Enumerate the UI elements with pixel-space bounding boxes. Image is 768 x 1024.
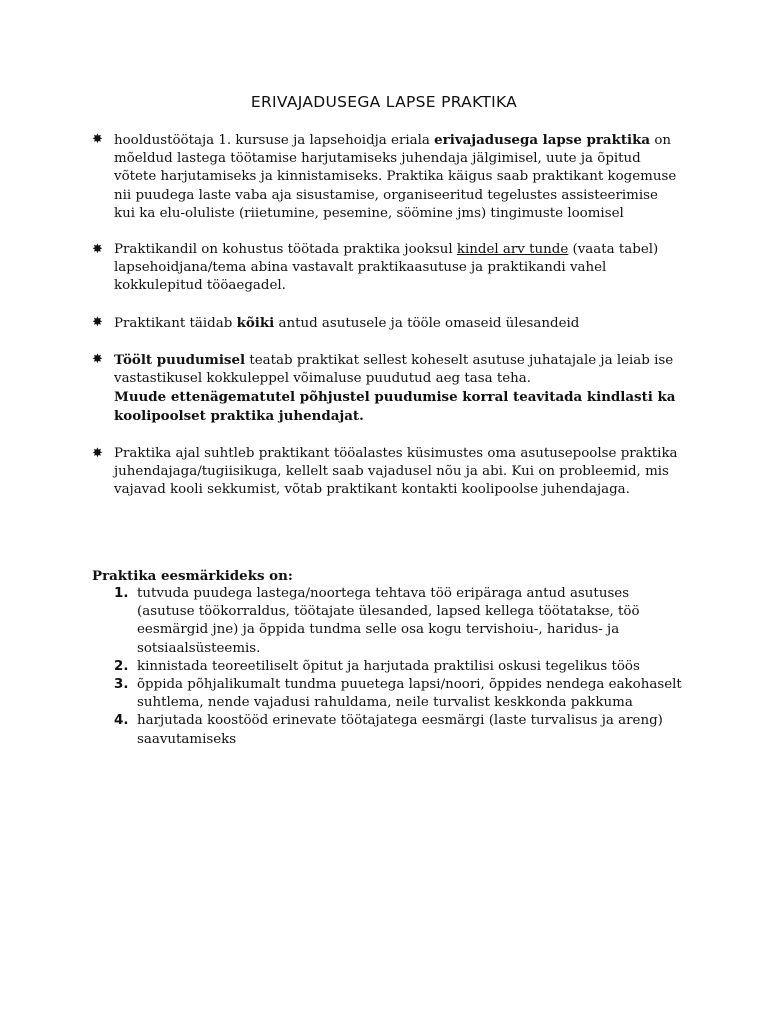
bold-run: erivajadusega lapse praktika (434, 132, 651, 148)
underlined-run: kindel arv tunde (456, 242, 569, 258)
goals-heading: Praktika eesmärkideks on: (92, 568, 293, 584)
bullet-text (114, 351, 682, 427)
bullet-star-icon: ✸ (92, 242, 103, 258)
goal-text: harjutada koostööd erinevate töötajatega eesmärgi (laste turvalisus ja areng) saavutamiseks (137, 713, 663, 747)
bold-run: kõiki (236, 314, 275, 331)
goal-text: tutvuda puudega lastega/noortega tehtava töö eripäraga antud asutuses (asutuse töökorraldus, töötajate ülesanded, lapsed kellega töötatakse, töö eesmärgid jne) ja õppida tundma selle osa kogu tervishoiu-, haridus- ja sotsiaalsüsteemis. (137, 586, 640, 656)
bullet-item (92, 314, 682, 333)
text-run: teatab praktikat sellest koheselt asutuse juhatajale ja leiab ise vastastikusel kokkuleppel võimaluse puudutud aeg tasa teha. (114, 352, 674, 387)
bullet-text (114, 241, 682, 296)
goal-number: 2. (114, 658, 129, 674)
bullet-text (114, 314, 682, 333)
goal-item (92, 658, 682, 676)
bullet-item (92, 241, 682, 296)
goal-text: õppida põhjalikumalt tundma puuetega lapsi/noori, õppides nendega eakohaselt suhtlema, nende vajadusi rahuldama, neile turvalist keskkonda pakkuma (137, 677, 682, 711)
goal-item (92, 712, 682, 748)
text-run: on mõeldud lastega töötamise harjutamiseks juhendaja jälgimisel, uute ja õpitud võtete harjutamiseks ja kinnistamiseks. Praktika käigus saab praktikant kogemuse nii puudega laste vaba aja sisustamise, organiseeritud tegelustes assisteerimise kui ka elu-oluliste (riietumine, pesemine, söömine jms) tingimuste loomisel (114, 133, 677, 221)
bullet-star-icon: ✸ (92, 445, 103, 461)
bullet-item (92, 351, 682, 427)
goal-item (92, 676, 682, 712)
text-run: antud asutusele ja tööle omaseid ülesandeid (274, 315, 580, 331)
document-title: ERIVAJADUSEGA LAPSE PRAKTIKA (250, 93, 518, 111)
text-run: (vaata tabel) lapsehoidjana/tema abina vastavalt praktikaasutuse ja praktikandi vahel kokkulepitud tööaegadel. (114, 242, 659, 294)
goals-list (92, 585, 682, 749)
text-run: Praktikant täidab (114, 315, 237, 331)
goal-item (92, 585, 682, 658)
bullet-list (92, 131, 682, 517)
goal-text: kinnistada teoreetiliselt õpitut ja harjutada praktilisi oskusi tegelikus töös (137, 658, 640, 674)
goal-number: 3. (114, 677, 129, 693)
bullet-star-icon: ✸ (92, 132, 103, 147)
bullet-star-icon: ✸ (92, 314, 103, 330)
text-run: hooldustöötaja 1. kursuse ja lapsehoidja eriala (114, 133, 435, 148)
bullet-item (92, 445, 682, 500)
goal-number: 1. (114, 586, 129, 601)
bold-run: Muude ettenägematutel põhjustel puudumise korral teavitada kindlasti ka koolipoolset praktika juhendajat. (114, 389, 676, 425)
bullet-star-icon: ✸ (92, 351, 103, 367)
bold-run: Töölt puudumisel (114, 351, 246, 368)
bullet-text: Praktika ajal suhtleb praktikant tööalastes küsimustes oma asutusepoolse praktika juhendajaga/tugiisikuga, kellelt saab vajadusel nõu ja abi. Kui on probleemid, mis vajavad kooli sekkumist, võtab praktikant kontakti koolipoolse juhendajaga. (114, 445, 678, 498)
text-run: Praktikandil on kohustus töötada praktika jooksul (114, 242, 457, 258)
bullet-text (114, 131, 682, 223)
bullet-item (92, 131, 682, 223)
goal-number: 4. (114, 713, 129, 729)
